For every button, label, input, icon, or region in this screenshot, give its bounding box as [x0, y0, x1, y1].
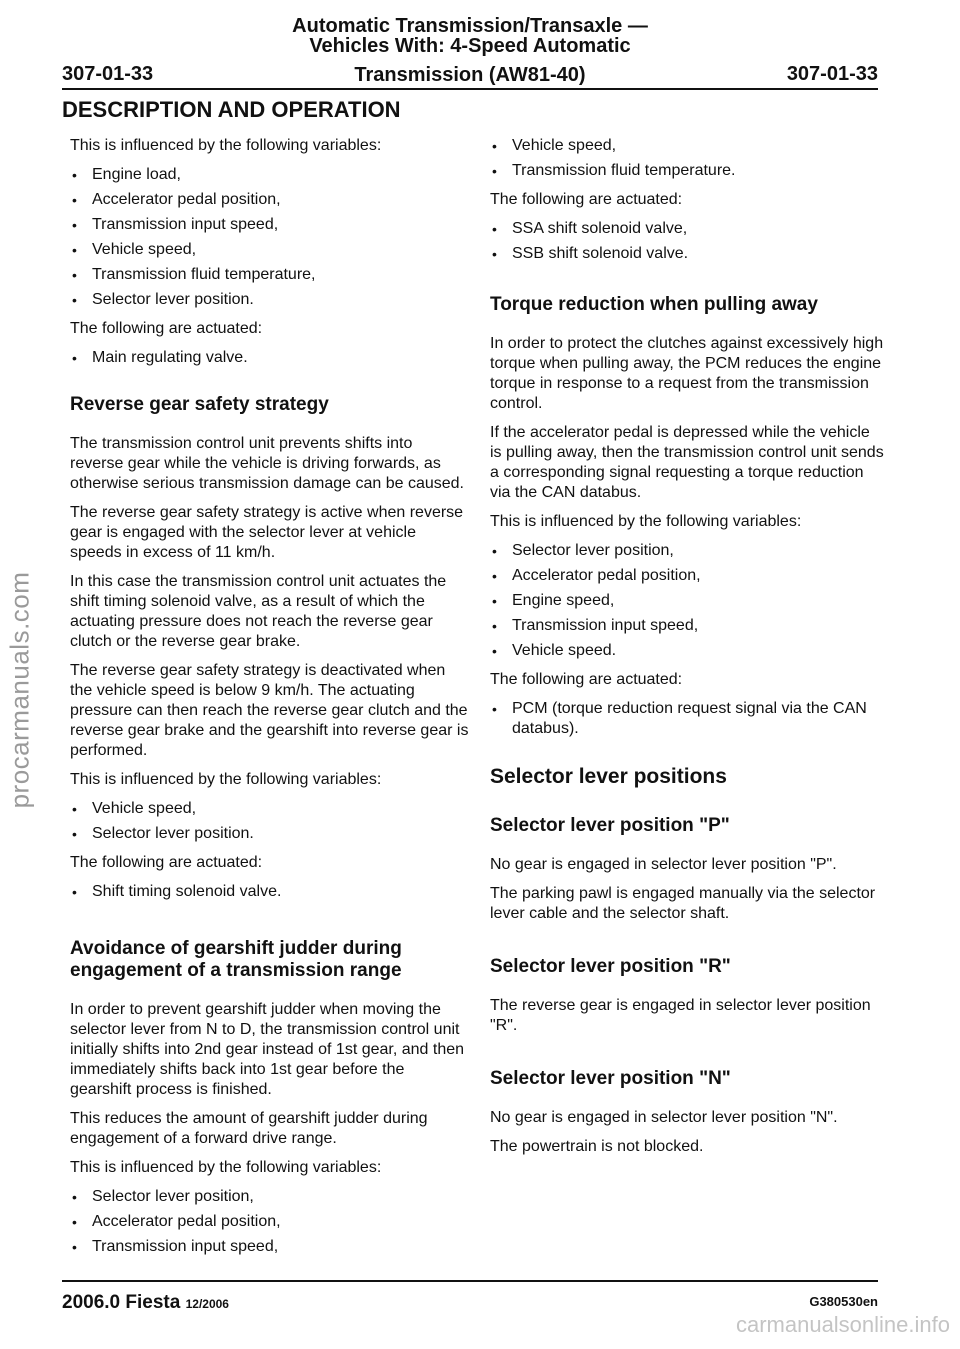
header-title-line-2: Vehicles With: 4-Speed Automatic	[309, 35, 631, 57]
list-item: • Vehicle speed.	[490, 641, 885, 661]
paragraph: The reverse gear safety strategy is deactivated when the vehicle speed is below 9 km/h. The actuating pressure can then reach the reverse gear clutch and the reverse gear brake and the gearshift into reverse gear is performed.	[70, 662, 469, 759]
list-item: • Selector lever position.	[70, 824, 470, 844]
list-item: • Engine load,	[70, 165, 470, 185]
list-item: • Vehicle speed,	[490, 136, 885, 156]
page-header	[62, 16, 878, 96]
list-item: • Transmission input speed,	[70, 215, 470, 235]
list-item: • Selector lever position,	[70, 1187, 470, 1207]
side-watermark	[2, 560, 42, 820]
heading-reverse-gear-safety: Reverse gear safety strategy	[70, 394, 329, 415]
bottom-watermark: carmanualsonline.info	[735, 1312, 950, 1337]
paragraph: The following are actuated:	[70, 854, 263, 871]
list-item: • Accelerator pedal position,	[70, 1212, 470, 1232]
header-title-line-1: Automatic Transmission/Transaxle —	[292, 15, 648, 37]
list-item: • Selector lever position,	[490, 541, 885, 561]
footer-rule	[62, 1280, 878, 1282]
paragraph: The following are actuated:	[490, 191, 683, 208]
bullet-list	[490, 219, 885, 264]
list-item: • Shift timing solenoid valve.	[70, 882, 470, 902]
header-rule	[62, 88, 878, 90]
list-item: • Transmission fluid temperature.	[490, 161, 885, 181]
heading-selector-position-r: Selector lever position "R"	[490, 956, 731, 977]
list-item: • Transmission input speed,	[70, 1237, 470, 1257]
list-item: • Vehicle speed,	[70, 240, 470, 260]
paragraph: The powertrain is not blocked.	[490, 1138, 704, 1155]
bullet-list	[490, 699, 885, 739]
paragraph: The parking pawl is engaged manually via the selector lever cable and the selector shaft.	[490, 885, 876, 922]
paragraph: No gear is engaged in selector lever position "N".	[490, 1109, 838, 1126]
paragraph: In order to protect the clutches against excessively high torque when pulling away, the PCM reduces the engine torque in response to a request from the transmission control.	[490, 335, 884, 412]
list-item: • Vehicle speed,	[70, 799, 470, 819]
paragraph: The following are actuated:	[70, 320, 263, 337]
paragraph: The reverse gear is engaged in selector lever position "R".	[490, 997, 871, 1034]
paragraph: This is influenced by the following variables:	[70, 137, 382, 154]
header-title-line-3: Transmission (AW81-40)	[354, 64, 586, 86]
bullet-list	[70, 882, 470, 902]
list-item: • Main regulating valve.	[70, 348, 470, 368]
bullet-list	[70, 799, 470, 844]
heading-selector-position-p: Selector lever position "P"	[490, 815, 730, 836]
list-item: • Transmission fluid temperature,	[70, 265, 470, 285]
list-item: • PCM (torque reduction request signal via the CAN databus).	[490, 699, 885, 739]
footer-code: G380530en	[809, 1294, 878, 1309]
bullet-list	[490, 136, 885, 181]
heading-torque-reduction: Torque reduction when pulling away	[490, 294, 818, 315]
bullet-list	[70, 165, 470, 310]
list-item: • SSB shift solenoid valve.	[490, 244, 885, 264]
footer-model-name: 2006.0 Fiesta	[62, 1292, 181, 1313]
paragraph: No gear is engaged in selector lever position "P".	[490, 856, 837, 873]
paragraph: This reduces the amount of gearshift judder during engagement of a forward drive range.	[70, 1110, 428, 1147]
section-title: DESCRIPTION AND OPERATION	[62, 97, 401, 122]
paragraph: The reverse gear safety strategy is active when reverse gear is engaged with the selector lever at vehicle speeds in excess of 11 km/h.	[70, 504, 464, 561]
heading-selector-position-n: Selector lever position "N"	[490, 1068, 731, 1089]
heading-avoidance-of-judder: Avoidance of gearshift judder during engagement of a transmission range	[70, 938, 402, 981]
bullet-list	[70, 1187, 470, 1257]
side-watermark-text: procarmanuals.com	[4, 571, 35, 809]
list-item: • Engine speed,	[490, 591, 885, 611]
list-item: • Accelerator pedal position,	[70, 190, 470, 210]
paragraph: The transmission control unit prevents shifts into reverse gear while the vehicle is driving forwards, as otherwise serious transmission damage can be caused.	[70, 435, 464, 492]
header-title	[62, 16, 878, 85]
bullet-list	[490, 541, 885, 661]
paragraph: If the accelerator pedal is depressed while the vehicle is pulling away, then the transmission control unit sends a corresponding signal requesting a torque reduction via the CAN databus.	[490, 424, 884, 501]
list-item: • Selector lever position.	[70, 290, 470, 310]
paragraph: This is influenced by the following variables:	[490, 513, 802, 530]
list-item: • SSA shift solenoid valve,	[490, 219, 885, 239]
footer-date: 12/2006	[185, 1297, 229, 1311]
header-page-code-right: 307-01-33	[786, 63, 878, 85]
right-column	[490, 136, 885, 1166]
list-item: • Transmission input speed,	[490, 616, 885, 636]
footer-model	[62, 1292, 229, 1314]
left-column	[70, 136, 470, 1266]
paragraph: The following are actuated:	[490, 671, 683, 688]
paragraph: This is influenced by the following variables:	[70, 1159, 382, 1176]
header-page-code-left: 307-01-33	[62, 63, 154, 85]
paragraph: This is influenced by the following variables:	[70, 771, 382, 788]
paragraph: In order to prevent gearshift judder when moving the selector lever from N to D, the transmission control unit initially shifts into 2nd gear instead of 1st gear, and then immediately shifts back into 1st gear before the gearshift process is finished.	[70, 1001, 465, 1098]
bullet-list	[70, 348, 470, 368]
paragraph: In this case the transmission control unit actuates the shift timing solenoid valve, as a result of which the actuating pressure does not reach the reverse gear clutch or the reverse gear brake.	[70, 573, 447, 650]
heading-selector-lever-positions: Selector lever positions	[490, 765, 727, 788]
list-item: • Accelerator pedal position,	[490, 566, 885, 586]
